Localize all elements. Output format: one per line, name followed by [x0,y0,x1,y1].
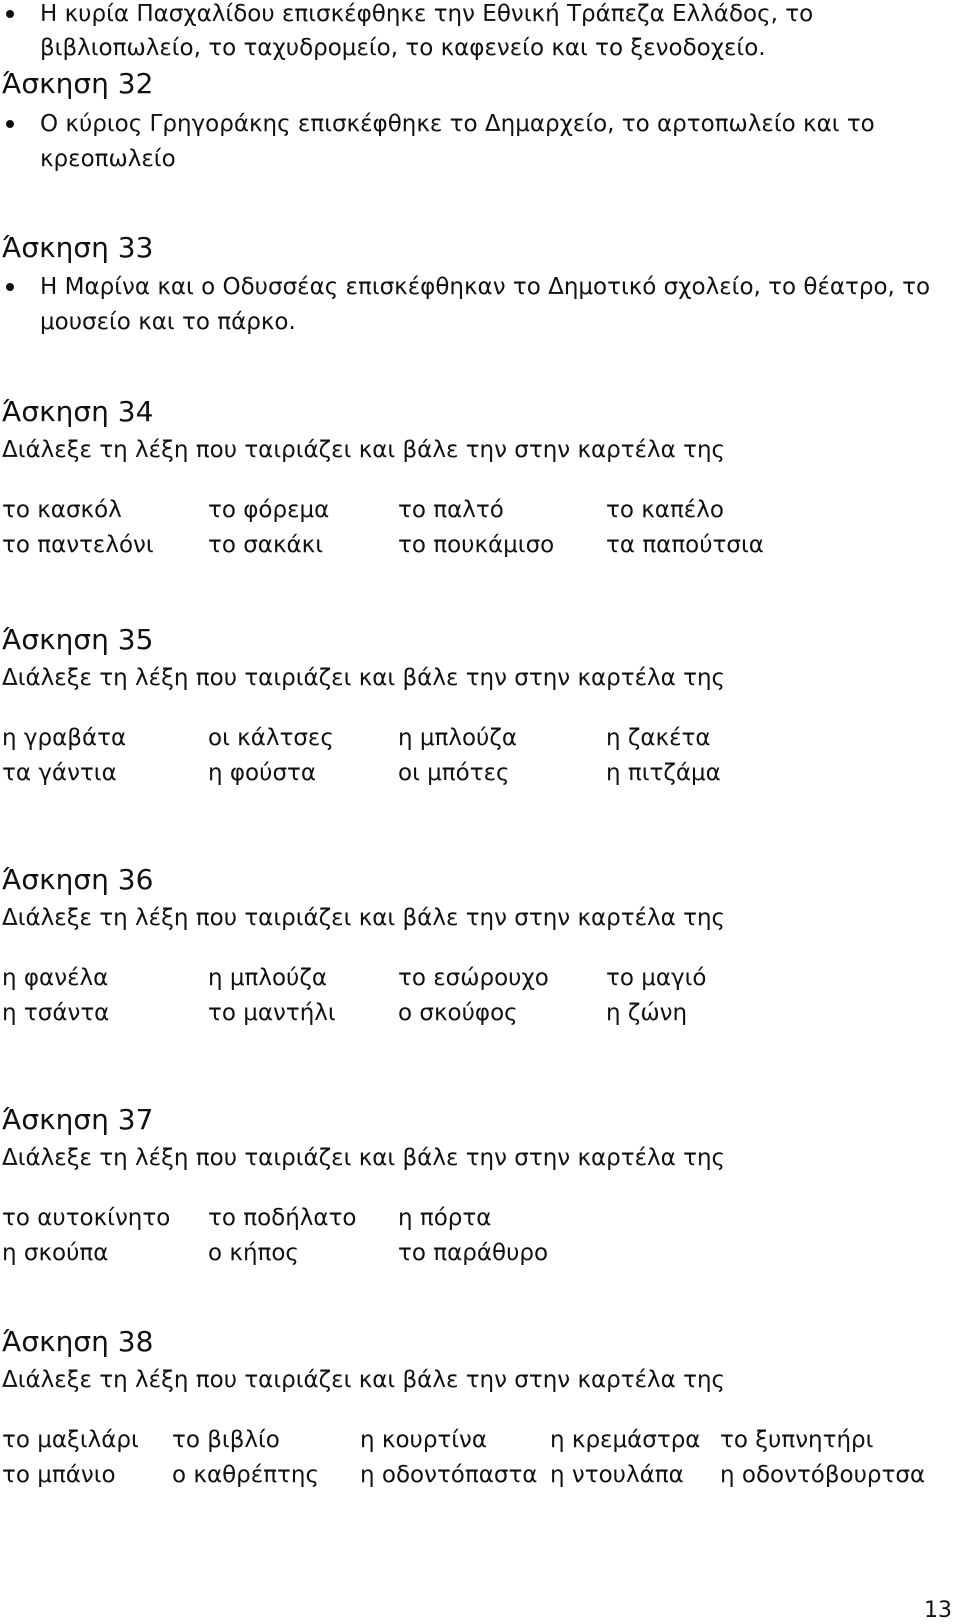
exercise-34-word: το πουκάμισο [398,532,555,558]
exercise-35-title: Άσκηση 35 [2,623,154,656]
exercise-35-word: οι μπότες [398,760,510,786]
exercise-38-word: το ξυπνητήρι [720,1427,874,1453]
exercise-37-word: η σκούπα [2,1240,109,1266]
exercise-35-word: τα γάντια [2,760,117,786]
exercise-38-word: η ντουλάπα [550,1462,684,1488]
exercise-32-line-2: κρεοπωλείο [40,146,176,172]
exercise-38-word: το βιβλίο [172,1427,280,1453]
exercise-35-word: η πιτζάμα [606,760,721,786]
exercise-38-word: ο καθρέπτης [172,1462,319,1488]
exercise-32-line-1: Ο κύριος Γρηγοράκης επισκέφθηκε το Δημαρχείο, το αρτοπωλείο και το [40,111,875,137]
exercise-35-instruction: Διάλεξε τη λέξη που ταιριάζει και βάλε την στην καρτέλα της [2,665,726,691]
intro-line-2: βιβλιοπωλείο, το ταχυδρομείο, το καφενείο και το ξενοδοχείο. [40,35,766,61]
exercise-37-instruction: Διάλεξε τη λέξη που ταιριάζει και βάλε την στην καρτέλα της [2,1145,726,1171]
exercise-37-word: το αυτοκίνητο [2,1205,171,1231]
exercise-34-word: το κασκόλ [2,497,122,523]
exercise-37-word: ο κήπος [208,1240,299,1266]
exercise-34-word: το φόρεμα [208,497,330,523]
exercise-32-title: Άσκηση 32 [2,67,154,100]
exercise-36-word: η ζώνη [606,1000,688,1026]
exercise-35-word: η φούστα [208,760,317,786]
exercise-36-word: η μπλούζα [208,965,328,991]
exercise-34-word: τα παπούτσια [606,532,764,558]
bullet-dot [6,10,14,18]
exercise-38-word: το μαξιλάρι [2,1427,139,1453]
exercise-35-word: η μπλούζα [398,725,518,751]
exercise-36-word: το εσώρουχο [398,965,549,991]
exercise-36-word: το μαντήλι [208,1000,336,1026]
exercise-38-title: Άσκηση 38 [2,1325,154,1358]
exercise-36-word: η τσάντα [2,1000,110,1026]
exercise-36-word: η φανέλα [2,965,109,991]
intro-line-1: Η κυρία Πασχαλίδου επισκέφθηκε την Εθνική Τράπεζα Ελλάδος, το [40,1,814,27]
bullet-dot [6,120,14,128]
exercise-37-word: η πόρτα [398,1205,492,1231]
exercise-37-title: Άσκηση 37 [2,1103,154,1136]
exercise-37-word: το παράθυρο [398,1240,549,1266]
exercise-35-word: η ζακέτα [606,725,711,751]
exercise-38-instruction: Διάλεξε τη λέξη που ταιριάζει και βάλε την στην καρτέλα της [2,1367,726,1393]
exercise-36-word: ο σκούφος [398,1000,518,1026]
exercise-34-word: το παλτό [398,497,504,523]
exercise-36-word: το μαγιό [606,965,707,991]
exercise-37-word: το ποδήλατο [208,1205,357,1231]
exercise-38-word: η οδοντόβουρτσα [720,1462,926,1488]
exercise-33-title: Άσκηση 33 [2,231,154,264]
exercise-36-instruction: Διάλεξε τη λέξη που ταιριάζει και βάλε την στην καρτέλα της [2,905,726,931]
exercise-35-word: η γραβάτα [2,725,127,751]
exercise-34-instruction: Διάλεξε τη λέξη που ταιριάζει και βάλε την στην καρτέλα της [2,437,726,463]
exercise-35-word: οι κάλτσες [208,725,334,751]
exercise-34-word: το καπέλο [606,497,724,523]
exercise-34-word: το σακάκι [208,532,324,558]
exercise-38-word: η κουρτίνα [360,1427,488,1453]
bullet-dot [6,283,14,291]
exercise-38-word: η οδοντόπαστα [360,1462,538,1488]
exercise-38-word: το μπάνιο [2,1462,116,1488]
exercise-33-line-1: Η Μαρίνα και ο Οδυσσέας επισκέφθηκαν το Δημοτικό σχολείο, το θέατρο, το [40,274,931,300]
exercise-34-word: το παντελόνι [2,532,154,558]
exercise-33-line-2: μουσείο και το πάρκο. [40,309,296,335]
page-number: 13 [924,1598,952,1623]
exercise-38-word: η κρεμάστρα [550,1427,701,1453]
exercise-36-title: Άσκηση 36 [2,863,154,896]
exercise-34-title: Άσκηση 34 [2,395,154,428]
